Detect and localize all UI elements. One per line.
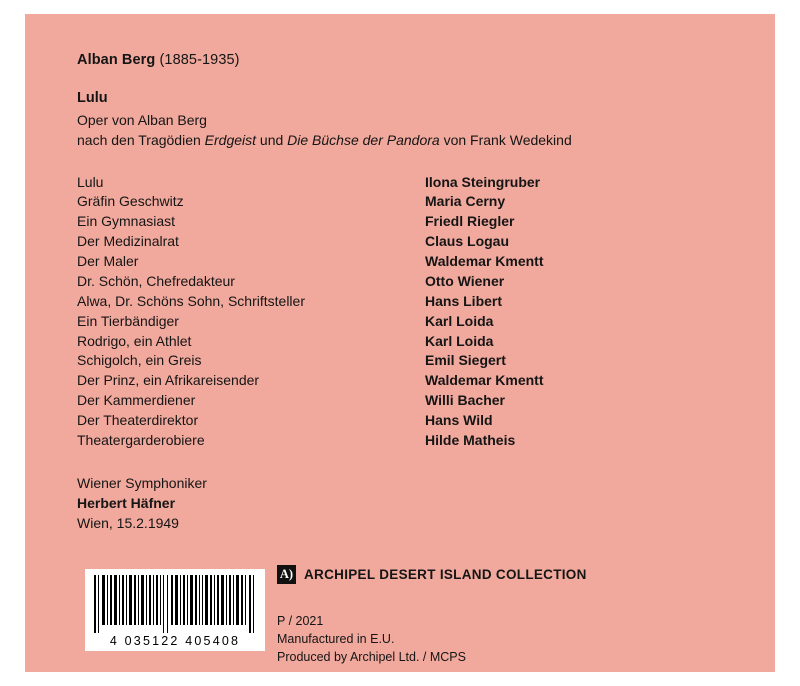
cast-role: Ein Gymnasiast	[77, 213, 176, 230]
producer-note: Produced by Archipel Ltd. / MCPS	[277, 650, 466, 665]
work-subtitle	[77, 110, 717, 151]
table-row	[77, 411, 717, 431]
barcode-image	[91, 575, 259, 633]
cast-singer: Karl Loida	[425, 312, 494, 329]
table-row	[77, 351, 717, 371]
cast-role: Der Medizinalrat	[77, 233, 179, 250]
cast-role: Theatergarderobiere	[77, 431, 205, 448]
cast-role: Der Kammerdiener	[77, 392, 196, 409]
legal-text	[277, 612, 737, 666]
cast-singer: Waldemar Kmentt	[425, 372, 544, 389]
cast-role: Gräfin Geschwitz	[77, 193, 184, 210]
cast-list	[77, 173, 717, 451]
cast-role: Der Theaterdirektor	[77, 412, 199, 429]
cast-singer: Claus Logau	[425, 233, 510, 250]
barcode	[85, 569, 265, 651]
table-row	[77, 292, 717, 312]
archipel-logo-icon: A)	[277, 565, 296, 584]
work-subtitle-line-1: Oper von Alban Berg	[77, 112, 207, 128]
cover-text-block	[77, 52, 717, 534]
label-block	[277, 565, 737, 666]
cast-singer: Willi Bacher	[425, 392, 506, 409]
cast-role: Ein Tierbändiger	[77, 312, 179, 329]
table-row	[77, 391, 717, 411]
table-row	[77, 212, 717, 232]
cast-singer: Hilde Matheis	[425, 431, 516, 448]
cast-role: Alwa, Dr. Schöns Sohn, Schriftsteller	[77, 292, 305, 309]
cast-singer: Otto Wiener	[425, 272, 505, 289]
table-row	[77, 192, 717, 212]
table-row	[77, 371, 717, 391]
album-back-cover	[25, 14, 775, 672]
conductor-name: Herbert Häfner	[77, 495, 176, 512]
table-row	[77, 312, 717, 332]
orchestra-name: Wiener Symphoniker	[77, 474, 207, 491]
work-title: Lulu	[77, 90, 108, 106]
cast-role: Der Prinz, ein Afrikareisender	[77, 372, 260, 389]
cast-singer: Friedl Riegler	[425, 213, 515, 230]
cast-singer: Emil Siegert	[425, 352, 506, 369]
cast-role: Rodrigo, ein Athlet	[77, 332, 192, 349]
cast-role: Der Maler	[77, 253, 139, 270]
barcode-digits: 4 035122 405408	[109, 634, 241, 648]
cast-singer: Waldemar Kmentt	[425, 253, 544, 270]
ensemble-block	[77, 473, 717, 534]
cast-singer: Hans Wild	[425, 412, 493, 429]
cast-singer: Ilona Steingruber	[425, 173, 541, 190]
table-row	[77, 332, 717, 352]
source-play-1: Erdgeist	[204, 132, 257, 149]
composer-dates: (1885-1935)	[159, 52, 240, 68]
subtitle-text-3: von Frank Wedekind	[439, 132, 572, 149]
table-row	[77, 252, 717, 272]
cast-singer: Maria Cerny	[425, 193, 506, 210]
work-subtitle-line-2	[77, 130, 717, 150]
label-name: ARCHIPEL DESERT ISLAND COLLECTION	[304, 567, 587, 582]
table-row	[77, 431, 717, 451]
manufacture-note: Manufactured in E.U.	[277, 632, 395, 647]
cast-singer: Hans Libert	[425, 292, 503, 309]
composer-line	[77, 52, 717, 68]
table-row	[77, 232, 717, 252]
subtitle-text-2: und	[256, 132, 288, 149]
recording-venue-date: Wien, 15.2.1949	[77, 515, 179, 532]
source-play-2: Die Büchse der Pandora	[287, 132, 440, 149]
table-row	[77, 173, 717, 193]
cast-role: Dr. Schön, Chefredakteur	[77, 272, 235, 289]
cast-role: Schigolch, ein Greis	[77, 352, 202, 369]
cast-singer: Karl Loida	[425, 332, 494, 349]
copyright-year: P / 2021	[277, 614, 324, 628]
composer-name: Alban Berg	[77, 52, 156, 68]
subtitle-text-1: nach den Tragödien	[77, 132, 205, 149]
label-identity	[277, 565, 737, 584]
cast-role: Lulu	[77, 173, 104, 190]
table-row	[77, 272, 717, 292]
